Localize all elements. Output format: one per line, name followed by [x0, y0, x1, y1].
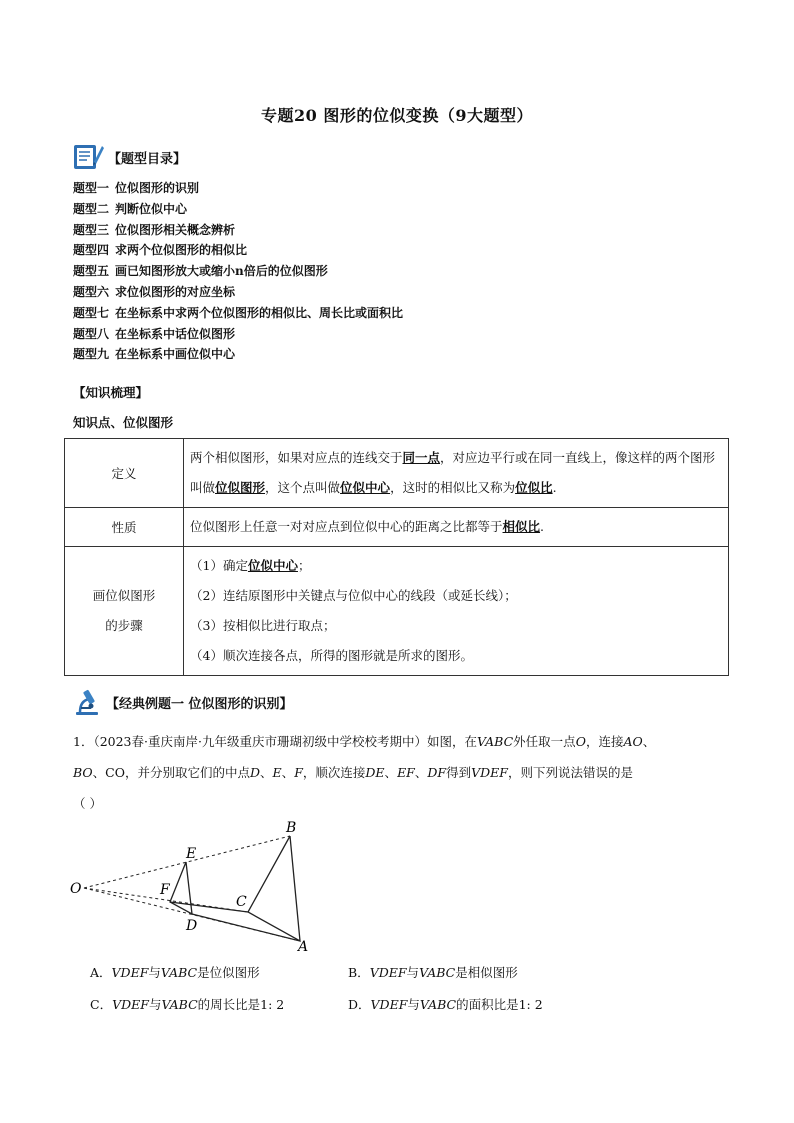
- example-header: [72, 687, 293, 717]
- knowledge-table: [64, 438, 729, 676]
- toc-item: 题型九 在坐标系中画位似中心: [73, 347, 236, 362]
- steps-label: 画位似图形 的步骤: [65, 547, 184, 676]
- dashed-line-ob: [84, 836, 290, 888]
- steps-text: （1）确定位似中心； （2）连结原图形中关键点与位似中心的线段（或延长线）； （3）按相似比进行取点； （4）顺次连接各点，所得的图形就是所求的图形。: [184, 547, 729, 676]
- toc-item: 题型三 位似图形相关概念辨析: [73, 222, 236, 237]
- table-row: [65, 508, 729, 547]
- point-label-b: B: [286, 820, 297, 836]
- point-label-e: E: [186, 846, 197, 862]
- question-text: 1．（2023春·重庆南岸·九年级重庆市珊瑚初级中学校校考期中）如图，在VABC外任取一点O，连接AO、 BO、CO，并分别取它们的中点D、E、F，顺次连接DE、EF、DF得到VDEF，则下列说法错误的是 （ ）: [73, 734, 656, 811]
- point-label-d: D: [186, 918, 198, 934]
- toc-item: 题型八 在坐标系中话位似图形: [73, 326, 236, 341]
- notebook-pencil-icon: [72, 142, 104, 172]
- option-d[interactable]: D．VDEF与VABC的面积比是1: 2: [348, 997, 543, 1012]
- triangle-def: [170, 862, 192, 914]
- option-a[interactable]: A．VDEF与VABC是位似图形: [90, 965, 260, 980]
- microscope-icon: [72, 687, 102, 717]
- page-title: 专题20 图形的位似变换（9大题型）: [261, 106, 533, 125]
- point-label-c: C: [236, 894, 247, 910]
- toc-item: 题型二 判断位似中心: [73, 201, 188, 216]
- knowledge-heading: 【知识梳理】: [73, 385, 149, 400]
- definition-text: 两个相似图形，如果对应点的连线交于同一点，对应边平行或在同一直线上，像这样的两个图形叫做位似图形，这个点叫做位似中心，这时的相似比又称为位似比.: [184, 439, 729, 508]
- option-c[interactable]: C．VDEF与VABC的周长比是1: 2: [90, 997, 285, 1012]
- geometry-figure: [64, 818, 324, 953]
- toc-heading: 【题型目录】: [108, 151, 187, 167]
- point-label-o: O: [70, 881, 82, 897]
- point-label-a: A: [298, 939, 309, 953]
- toc-item: 题型七 在坐标系中求两个位似图形的相似比、周长比或面积比: [73, 305, 404, 320]
- toc-item: 题型五 画已知图形放大或缩小n倍后的位似图形: [73, 264, 328, 279]
- table-row: [65, 547, 729, 676]
- example-heading: 【经典例题一 位似图形的识别】: [106, 696, 293, 712]
- toc-item: 题型一 位似图形的识别: [73, 181, 200, 195]
- table-row: [65, 439, 729, 508]
- toc-item: 题型六 求位似图形的对应坐标: [73, 284, 236, 299]
- option-b[interactable]: B．VDEF与VABC是相似图形: [348, 965, 518, 980]
- segment-da: [192, 914, 300, 941]
- answer-paren: （ ）: [73, 796, 102, 811]
- toc-header: [72, 142, 186, 172]
- knowledge-subheading: 知识点、位似图形: [73, 415, 174, 430]
- property-label: 性质: [65, 508, 184, 547]
- triangle-abc: [248, 836, 300, 941]
- toc-item: 题型四 求两个位似图形的相似比: [73, 243, 248, 258]
- property-text: 位似图形上任意一对对应点到位似中心的距离之比都等于相似比.: [184, 508, 729, 547]
- definition-label: 定义: [65, 439, 184, 508]
- toc-list: [73, 178, 403, 365]
- point-label-f: F: [160, 882, 170, 898]
